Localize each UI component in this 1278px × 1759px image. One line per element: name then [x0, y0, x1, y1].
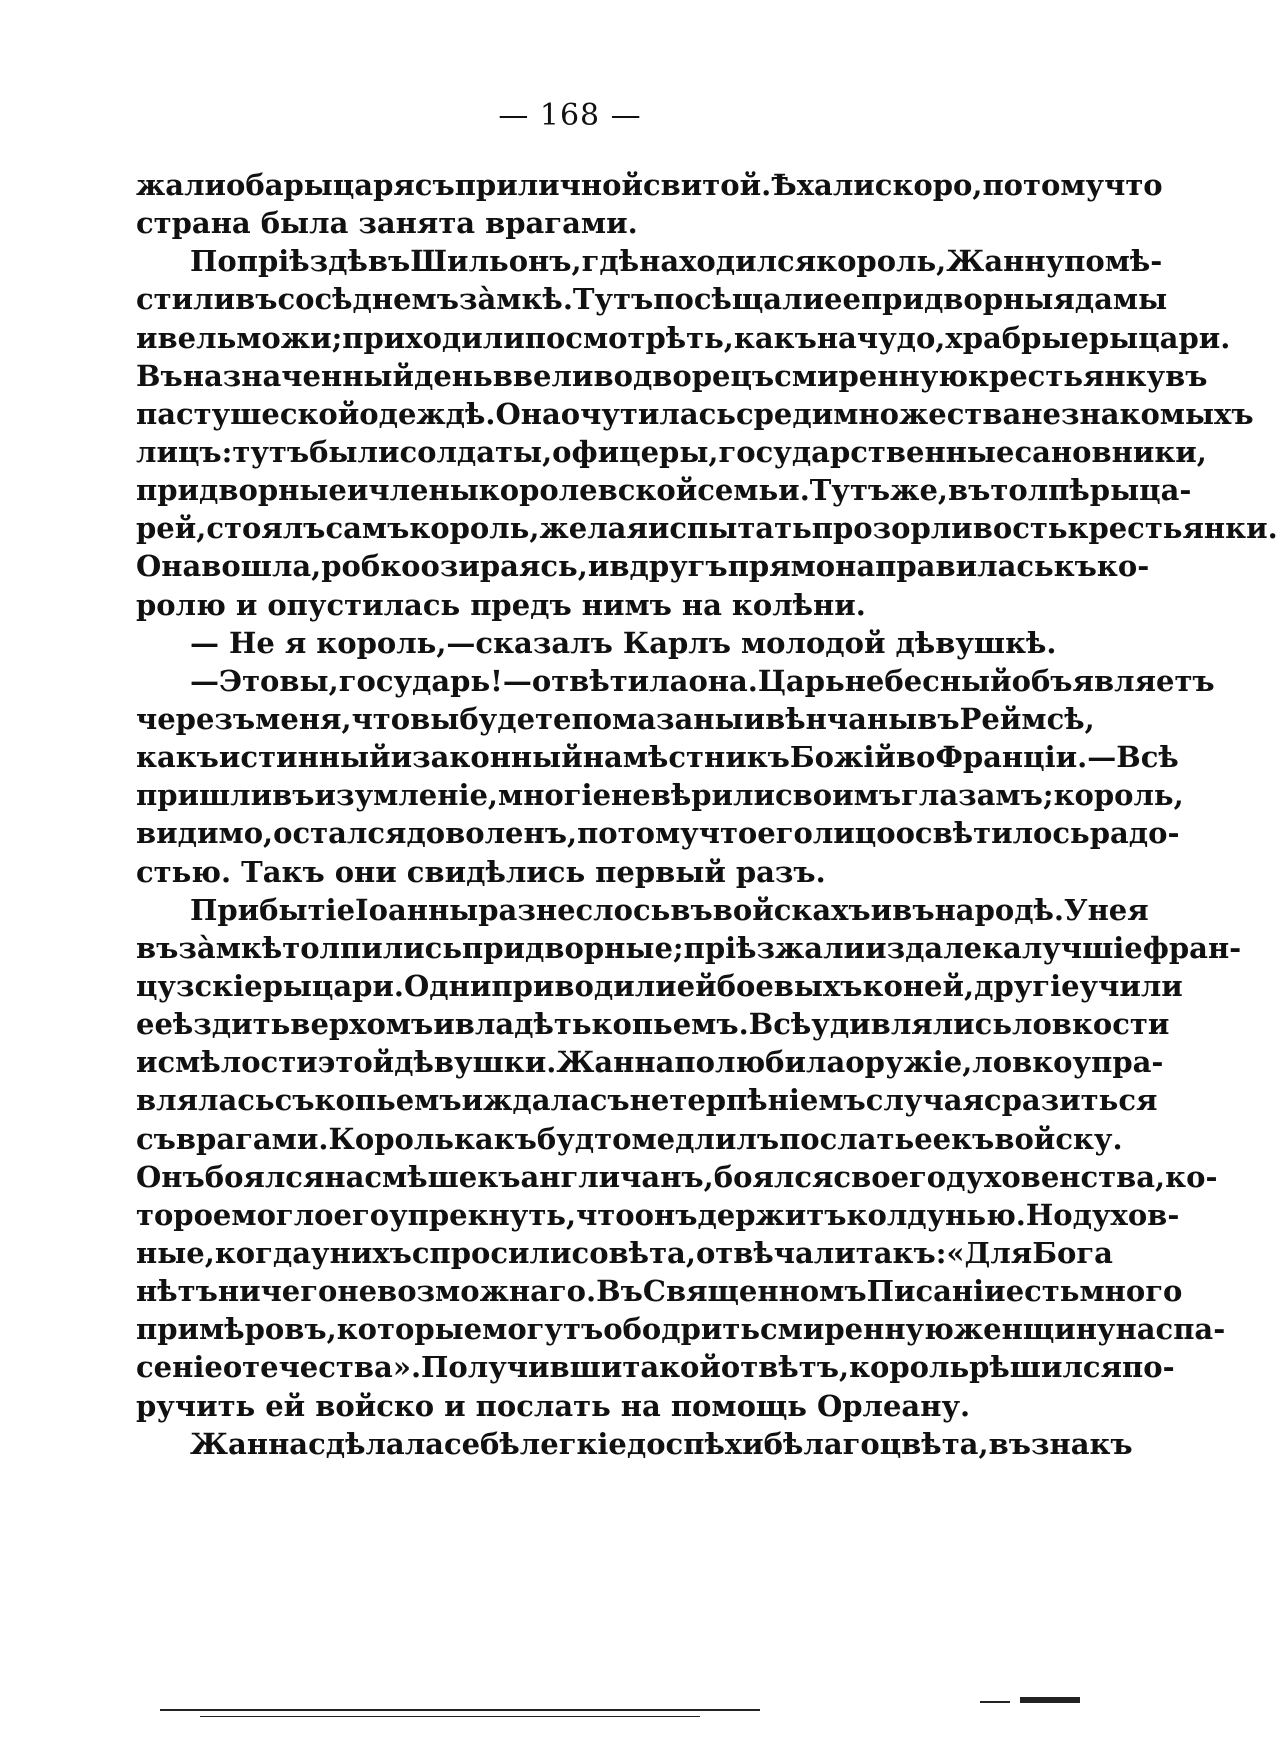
- bottom-rule-thin: [200, 1716, 700, 1717]
- text-line: стили въ сосѣднемъ зàмкѣ. Тутъ посѣщали ее придворныя дамы: [136, 282, 1168, 317]
- text-line: рей, стоялъ самъ король, желая испытать прозорливость крестьянки.: [136, 511, 1278, 546]
- text-line: цузскіе рыцари. Одни приводили ей боевыхъ коней, другіе учили: [136, 968, 1183, 1003]
- text-line: и вельможи; приходили посмотрѣть, какъ на чудо, храбрые рыцари.: [136, 320, 1231, 355]
- bottom-rule: [160, 1709, 760, 1711]
- corner-dash-mark: [980, 1701, 1010, 1703]
- text-line: Она вошла, робко озираясь, и вдругъ прямо направилась къ ко-: [136, 549, 1150, 584]
- text-line: — Это вы, государь!—отвѣтила она. Царь небесный объявляетъ: [190, 663, 1215, 698]
- text-line: Прибытіе Іоанны разнеслось въ войскахъ и въ народѣ. У нея: [190, 892, 1149, 927]
- text-line: стью. Такъ они свидѣлись первый разъ.: [136, 854, 826, 889]
- text-line: пришли въ изумленіе, многіе не вѣрили своимъ глазамъ; король,: [136, 778, 1184, 813]
- text-line: ее ѣздить верхомъ и владѣть копьемъ. Всѣ удивлялись ловкости: [136, 1007, 1170, 1042]
- corner-ink-mark: [1020, 1697, 1080, 1703]
- text-line: страна была занята врагами.: [136, 206, 638, 241]
- text-line: влялась съ копьемъ и ждала съ нетерпѣніемъ случая сразиться: [136, 1083, 1158, 1118]
- text-line: торое могло его упрекнуть, что онъ держитъ колдунью. Но духов-: [136, 1197, 1180, 1232]
- text-line: жали оба рыцаря съ приличной свитой. Ѣхали скоро, потому что: [136, 168, 1163, 202]
- text-line: По пріѣздѣ въ Шильонъ, гдѣ находился король, Жанну помѣ-: [190, 244, 1163, 279]
- text-line: видимо, остался доволенъ, потому что его лицо освѣтилось радо-: [136, 816, 1180, 851]
- text-line: придворные и члены королевской семьи. Тутъ же, въ толпѣ рыца-: [136, 473, 1192, 508]
- text-line: ные, когда у нихъ спросили совѣта, отвѣчали такъ: «Для Бога: [136, 1235, 1113, 1270]
- text-line: черезъ меня, что вы будете помазаны и вѣнчаны въ Реймсѣ,: [136, 701, 1095, 736]
- text-line: нѣтъ ничего невозможнаго. Въ Священномъ Писаніи есть много: [136, 1274, 1183, 1309]
- text-line: Жанна сдѣлала себѣ легкіе доспѣхи бѣлаго цвѣта, въ знакъ: [190, 1426, 1133, 1461]
- text-line: Въ назначенный день ввели во дворецъ смиренную крестьянку въ: [136, 358, 1208, 393]
- text-line: съ врагами. Король какъ будто медлилъ послать ее къ войску.: [136, 1121, 1123, 1156]
- text-line: примѣровъ, которые могутъ ободрить смиренную женщину на спа-: [136, 1312, 1226, 1347]
- text-line: какъ истинный и законный намѣстникъ Божій во Франціи.—Всѣ: [136, 740, 1179, 775]
- text-line: ролю и опустилась предъ нимъ на колѣни.: [136, 587, 866, 622]
- text-line: пастушеской одеждѣ. Она очутилась среди множества незнакомыхъ: [136, 396, 1254, 431]
- page-number: — 168 —: [498, 98, 642, 133]
- text-line: въ зàмкѣ толпились придворные; пріѣзжали издалека лучшіе фран-: [136, 930, 1242, 965]
- text-line: и смѣлости этой дѣвушки. Жанна полюбила оружіе, ловко упра-: [136, 1045, 1164, 1080]
- body-text: [136, 168, 1278, 1465]
- text-line: сеніе отечества». Получивши такой отвѣтъ, король рѣшился по-: [136, 1350, 1175, 1385]
- text-line: лицъ: тутъ были солдаты, офицеры, государственные сановники,: [136, 434, 1207, 469]
- text-line: ручить ей войско и послать на помощь Орлеану.: [136, 1388, 971, 1423]
- text-line: — Не я король,—сказалъ Карлъ молодой дѣвушкѣ.: [190, 625, 1057, 660]
- text-line: Онъ боялся насмѣшекъ англичанъ, боялся своего духовенства, ко-: [136, 1159, 1218, 1194]
